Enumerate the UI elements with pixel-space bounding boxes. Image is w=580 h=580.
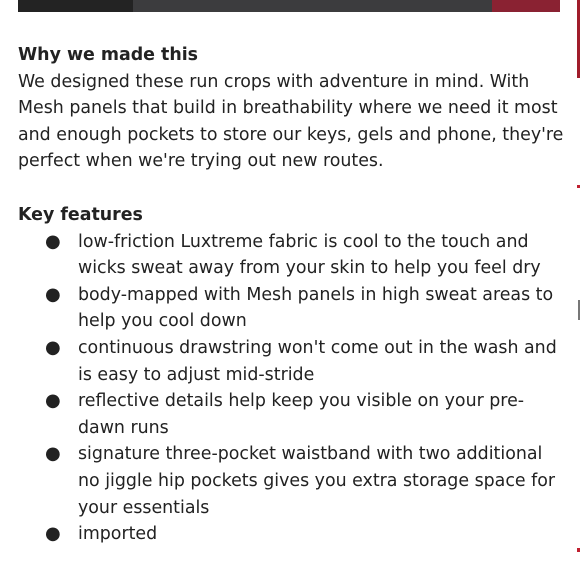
feature-text: imported bbox=[78, 524, 158, 545]
feature-text: reflective details help keep you visible on your pre-dawn runs bbox=[78, 391, 525, 438]
list-item bbox=[45, 441, 566, 521]
why-body: We designed these run crops with adventure in mind. With Mesh panels that build in breathability where we need it most and enough pockets to store our keys, gels and phone, they're perfect when we're trying out new routes. bbox=[18, 71, 564, 172]
top-strip-dark-segment bbox=[18, 0, 133, 12]
bullet-icon: ● bbox=[45, 443, 61, 465]
bullet-icon: ● bbox=[45, 523, 61, 545]
feature-text: signature three-pocket waistband with two additional no jiggle hip pockets gives you extra storage space for your essentials bbox=[78, 444, 556, 518]
bullet-icon: ● bbox=[45, 283, 61, 305]
list-item bbox=[45, 521, 566, 548]
bullet-icon: ● bbox=[45, 390, 61, 412]
top-image-strip bbox=[18, 0, 560, 12]
top-strip-mid-segment bbox=[133, 0, 492, 12]
bullet-icon: ● bbox=[45, 230, 61, 252]
list-item bbox=[45, 388, 566, 441]
bullet-icon: ● bbox=[45, 336, 61, 358]
feature-text: low-friction Luxtreme fabric is cool to the touch and wicks sweat away from your skin to help you feel dry bbox=[78, 231, 541, 279]
list-item bbox=[45, 335, 566, 388]
feature-text: body-mapped with Mesh panels in high sweat areas to help you cool down bbox=[78, 284, 554, 332]
list-item bbox=[45, 282, 566, 335]
why-heading: Why we made this bbox=[18, 45, 199, 65]
features-heading: Key features bbox=[18, 204, 143, 225]
features-list bbox=[18, 229, 566, 548]
top-strip-red-segment bbox=[492, 0, 560, 12]
feature-text: continuous drawstring won't come out in the wash and is easy to adjust mid-stride bbox=[78, 337, 557, 385]
product-description bbox=[18, 42, 566, 548]
list-item bbox=[45, 229, 566, 282]
